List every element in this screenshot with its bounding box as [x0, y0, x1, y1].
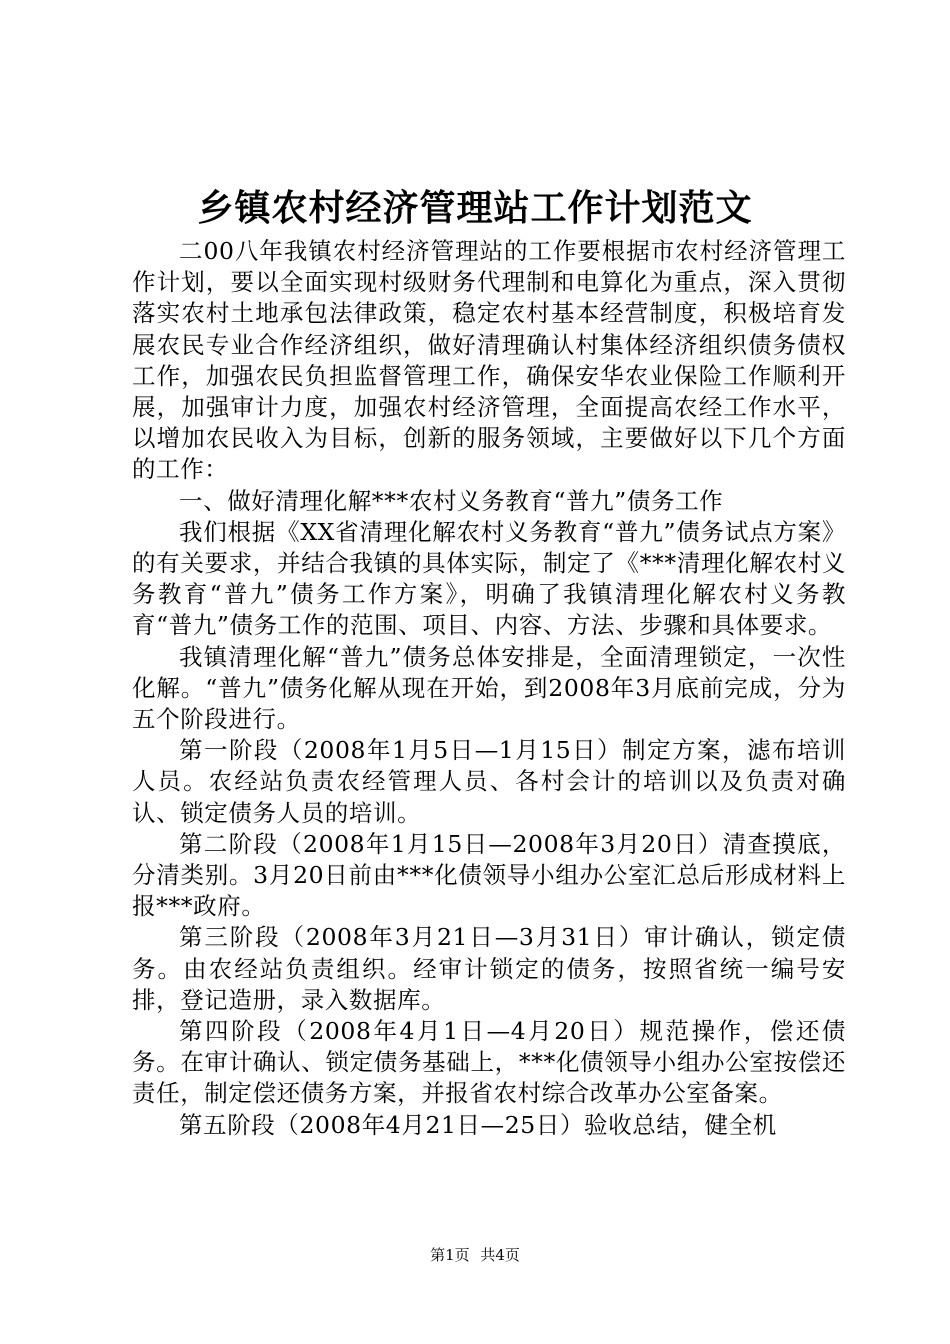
paragraph-stage-3: 第三阶段（2008年3月21日—3月31日）审计确认，锁定债务。由农经站负责组织。经审计锁定的债务，按照省统一编号安排，登记造册，录入数据库。 — [132, 923, 846, 1014]
paragraph-stage-1: 第一阶段（2008年1月5日—1月15日）制定方案，滤布培训人员。农经站负责农经管理人员、各村会计的培训以及负责对确认、锁定债务人员的培训。 — [132, 736, 846, 827]
section-heading-1: 一、做好清理化解***农村义务教育“普九”债务工作 — [179, 486, 724, 515]
page-number: 第1页 — [430, 1246, 470, 1264]
page-footer — [0, 1245, 950, 1265]
document-title: 乡镇农村经济管理站工作计划范文 — [197, 187, 753, 229]
paragraph-plan: 我们根据《XX省清理化解农村义务教育“普九”债务试点方案》的有关要求，并结合我镇的具体实际，制定了《***清理化解农村义务教育“普九”债务工作方案》，明确了我镇清理化解农村义务教育“普九”债务工作的范围、项目、内容、方法、步骤和具体要求。 — [132, 517, 846, 640]
paragraph-stage-5: 第五阶段（2008年4月21日—25日）验收总结，健全机 — [179, 1110, 777, 1139]
total-pages: 共4页 — [480, 1246, 520, 1264]
paragraph-arrangement: 我镇清理化解“普九”债务总体安排是，全面清理锁定，一次性化解。“普九”债务化解从现在开始，到2008年3月底前完成，分为五个阶段进行。 — [132, 642, 846, 734]
paragraph-intro: 二00八年我镇农村经济管理站的工作要根据市农村经济管理工作计划，要以全面实现村级财务代理制和电算化为重点，深入贯彻落实农村土地承包法律政策，稳定农村基本经营制度，积极培育发展农民专业合作经济组织，做好清理确认村集体经济组织债务债权工作，加强农民负担监督管理工作，确保安华农业保险工作顺利开展，加强审计力度，加强农村经济管理，全面提高农经工作水平，以增加农民收入为目标，创新的服务领域，主要做好以下几个方面的工作： — [132, 237, 846, 484]
paragraph-stage-4: 第四阶段（2008年4月1日—4月20日）规范操作，偿还债务。在审计确认、锁定债务基础上，***化债领导小组办公室按偿还责任，制定偿还债务方案，并报省农村综合改革办公室备案。 — [132, 1017, 846, 1108]
paragraph-stage-2: 第二阶段（2008年1月15日—2008年3月20日）清查摸底，分清类别。3月20日前由***化债领导小组办公室汇总后形成材料上报***政府。 — [132, 829, 846, 921]
document-body — [132, 236, 846, 1141]
